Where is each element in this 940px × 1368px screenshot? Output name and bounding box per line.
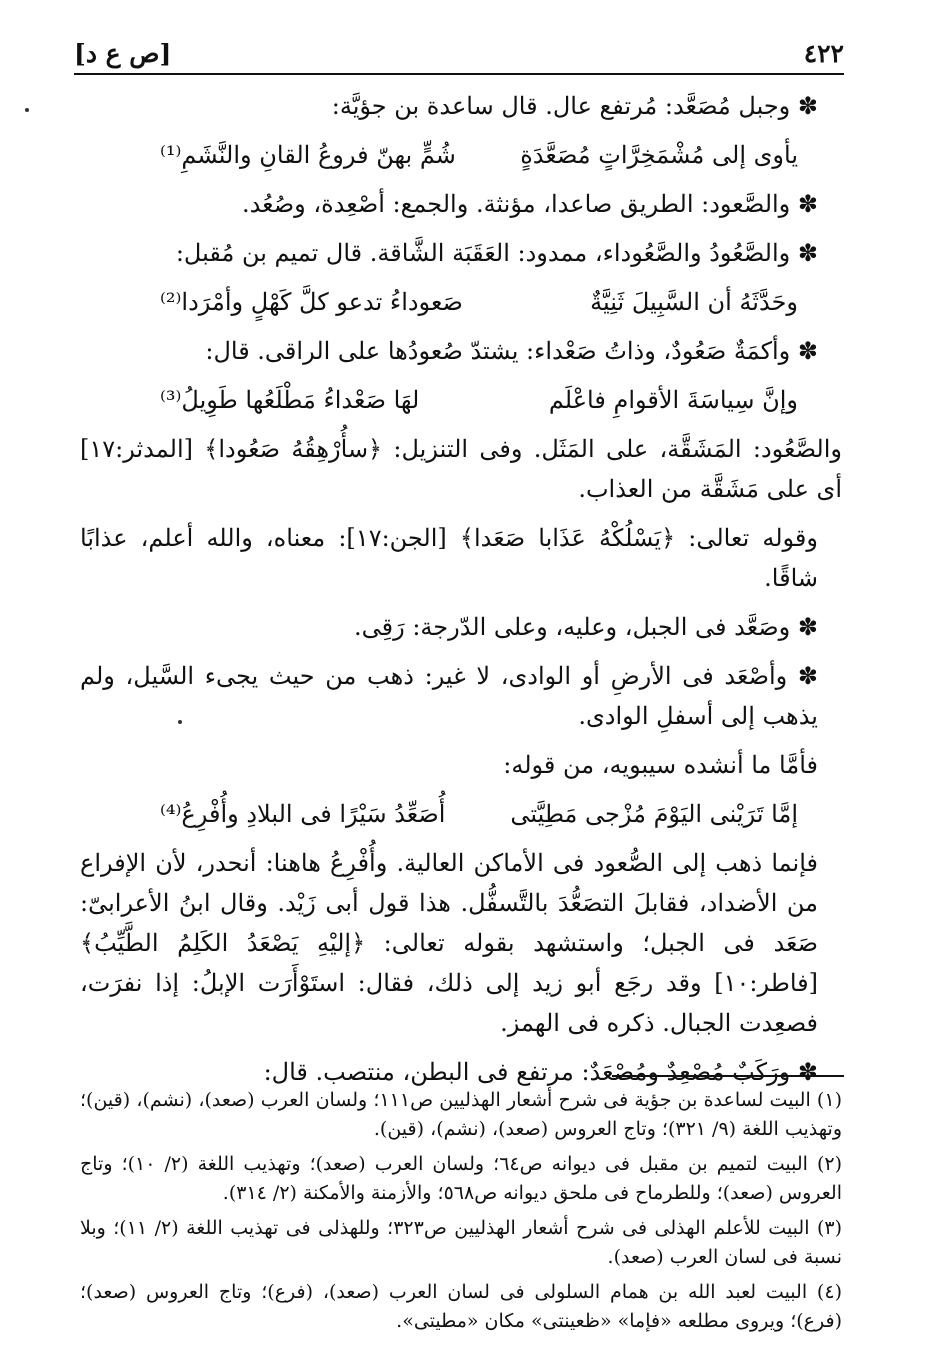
footnotes: [80, 1086, 842, 1342]
verse-first-hemistich: وإنَّ سِياسَةَ الأقوامِ فاعْلَم: [548, 386, 798, 414]
paragraph: ✽ والصَّعود: الطريق صاعدا، مؤنثة. والجمع: أصْعِدة، وصُعُد.: [241, 190, 818, 218]
verse-first-hemistich: وحَدَّثَهُ أن السَّبِيلَ ثَنِيَّةٌ: [590, 288, 798, 316]
main-text: [80, 86, 842, 1101]
paragraph: فإنما ذهب إلى الصُّعود فى الأماكن العالية. وأُفْرِعُ هاهنا: أنحدر، لأن الإفراع من الأضداد، فقابلَ التصَعُّدَ بالتَّسفُّل. هذا قول أبى زَيْد. وقال ابنُ الأعرابىّ: صَعَد فى الجبل؛ واستشهد بقوله تعالى: ﴿إليْهِ يَصْعَدُ الكَلِمُ الطَّيِّبُ﴾ [فاطر:١٠] وقد رجَع أبو زيد إلى ذلك، فقال: استَوْأَرَت الإبلُ: إذا نفرَت، فصعِدت الجبال. ذكره فى الهمز.: [80, 849, 818, 1037]
verse-second-hemistich: أُصَعِّدُ سَيْرًا فى البلادِ وأُفْرِعُ⁽⁴⁾: [160, 800, 446, 828]
page-header: [74, 36, 844, 70]
paragraph: ✽ وصَعَّد فى الجبل، وعليه، وعلى الدّرجة: رَقِى.: [354, 613, 818, 641]
paragraph: ✽ وأكمَةٌ صَعُودٌ، وذاتُ صَعْداء: يشتدّ صُعودُها على الراقى. قال:: [205, 337, 818, 365]
paragraph: ✽ وأصْعَد فى الأرضِ أو الوادى، لا غير: ذهب من حيث يجىء السَّيل، ولم يذهب إلى أسفلِ الوادى.: [80, 662, 819, 730]
paragraph: وقوله تعالى: ﴿يَسْلُكْهُ عَذَابا صَعَدا﴾ [الجن:١٧]: معناه، والله أعلم، عذابًا شاقًا.: [80, 524, 818, 592]
verse-line: [80, 794, 842, 834]
paragraph: ✽ ورَكَبٌ مُصْعِدٌ ومُصْعَدٌ: مرتفع فى البطن، منتصب. قال:: [263, 1058, 818, 1086]
footnote: (٢) البيت لتميم بن مقبل فى ديوانه ص٦٤؛ ولسان العرب (صعد)؛ وتهذيب اللغة (٢/ ١٠)؛ وتاج العروس (صعد)؛ وللطرماح فى ملحق ديوانه ص٥٦٨؛ والأزمنة والأمكنة (٢/ ٣١٤).: [80, 1153, 843, 1204]
scan-speck: [178, 720, 182, 724]
verse-line: [80, 282, 842, 322]
footnote: (١) البيت لساعدة بن جؤية فى شرح أشعار الهذليين ص١١١؛ ولسان العرب (صعد)، (نشم)، (قين)؛ وتهذيب اللغة (٩/ ٣٢١)؛ وتاج العروس (صعد)، (نشم)، (قين).: [80, 1089, 842, 1140]
page-number: ٤٢٢: [803, 38, 844, 68]
paragraph: فأمَّا ما أنشده سيبويه، من قوله:: [503, 751, 818, 779]
verse-second-hemistich: شُمٍّ بهنّ فروعُ القانِ والنَّشَمِ⁽¹⁾: [160, 141, 456, 169]
verse-first-hemistich: يأوى إلى مُشْمَخِرَّاتٍ مُصَعَّدَةٍ: [520, 141, 798, 169]
scan-speck: [25, 108, 29, 112]
verse-line: [80, 380, 842, 420]
footnote-rule: [612, 1075, 844, 1077]
footnote: (٤) البيت لعبد الله بن همام السلولى فى لسان العرب (صعد)، (فرع)؛ وتاج العروس (صعد)؛ (فرع)؛ ويروى مطلعه «فإما» «ظعينتى» مكان «مطيتى».: [80, 1281, 842, 1332]
paragraph: ✽ وجبل مُصَعَّد: مُرتفع عال. قال ساعدة بن جؤيَّة:: [331, 92, 818, 120]
root-label: [ص ع د]: [74, 38, 172, 68]
verse-second-hemistich: صَعوداءُ تدعو كلَّ كَهْلٍ وأمْرَدا⁽²⁾: [160, 288, 463, 316]
paragraph: والصَّعُود: المَشَقَّة، على المَثَل. وفى التنزيل: ﴿سأُرْهِقُهُ صَعُودا﴾ [المدثر:١٧] أى على مَشَقَّة من العذاب.: [80, 435, 842, 503]
verse-line: [80, 135, 842, 175]
footnote: (٣) البيت للأعلم الهذلى فى شرح أشعار الهذليين ص٣٢٣؛ وللهذلى فى تهذيب اللغة (٢/ ١١)؛ وبلا نسبة فى لسان العرب (صعد).: [80, 1217, 842, 1268]
verse-second-hemistich: لهَا صَعْداءُ مَطْلَعُها طَوِيلُ⁽³⁾: [160, 386, 420, 414]
header-rule: [74, 73, 844, 75]
verse-first-hemistich: إمَّا تَرَيْنى اليَوْمَ مُزْجى مَطِيَّتى: [510, 800, 798, 828]
paragraph: ✽ والصَّعُودُ والصَّعُوداء، ممدود: العَقَبَة الشَّاقة. قال تميم بن مُقبل:: [175, 239, 818, 267]
